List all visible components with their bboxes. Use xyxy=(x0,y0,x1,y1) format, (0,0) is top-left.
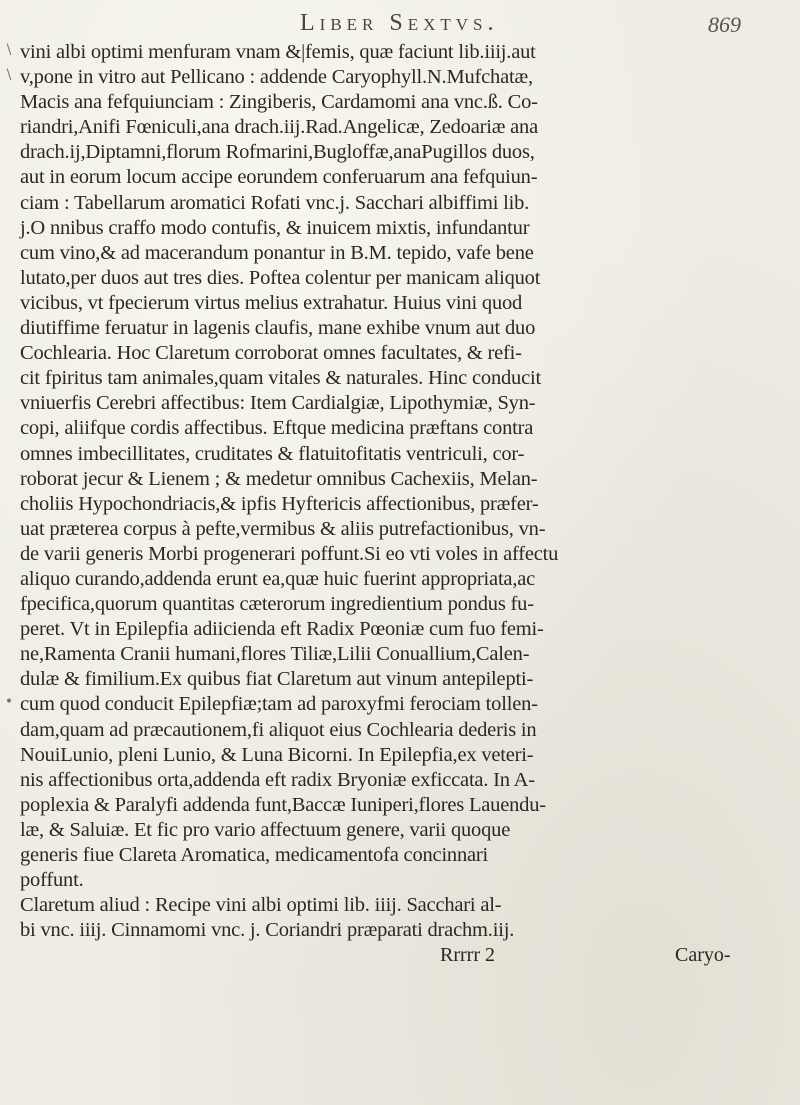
line-text: Macis ana fefquiunciam : Zingiberis, Cardamomi ana vnc.ß. Co- xyxy=(20,91,538,114)
line-text: omnes imbecillitates, cruditates & flatuitofitatis ventriculi, cor- xyxy=(20,442,525,465)
line-text: riandri,Anifi Fœniculi,ana drach.iij.Rad.Angelicæ, Zedoariæ ana xyxy=(20,116,538,139)
catchword: Caryo- xyxy=(675,944,731,967)
line-text: lutato,per duos aut tres dies. Poftea colentur per manicam aliquot xyxy=(20,266,541,289)
text-line xyxy=(0,542,800,567)
text-line xyxy=(0,567,800,592)
running-head: Liber Sextvs. xyxy=(300,10,499,36)
signature-mark: Rrrrr 2 xyxy=(440,944,495,967)
line-text: ne,Ramenta Cranii humani,flores Tiliæ,Lilii Conuallium,Calen- xyxy=(20,643,530,666)
line-text: generis fiue Clareta Aromatica, medicamentofa concinnari xyxy=(20,844,489,866)
text-line xyxy=(0,165,800,190)
line-text: vniuerfis Cerebri affectibus: Item Cardialgiæ, Lipothymiæ, Syn- xyxy=(20,392,536,415)
page-footer xyxy=(0,943,800,968)
text-line xyxy=(0,316,800,341)
line-text: diutiffime feruatur in lagenis claufis, mane exhibe vnum aut duo xyxy=(20,317,536,340)
line-text: cit fpiritus tam animales,quam vitales & naturales. Hinc conducit xyxy=(20,367,541,390)
line-text: peret. Vt in Epilepfia adiicienda eft Radix Pœoniæ cum fuo femi- xyxy=(20,618,544,641)
text-line xyxy=(0,868,800,893)
text-line xyxy=(0,191,800,216)
text-line xyxy=(0,241,800,266)
line-text: poffunt. xyxy=(20,869,84,892)
line-text: roborat jecur & Lienem ; & medetur omnibus Cachexiis, Melan- xyxy=(20,467,538,490)
text-line xyxy=(0,366,800,391)
text-line xyxy=(0,291,800,316)
text-line xyxy=(0,918,800,943)
text-line xyxy=(0,115,800,140)
page-header xyxy=(0,6,800,40)
line-text: cum quod conducit Epilepfiæ;tam ad paroxyfmi ferociam tollen- xyxy=(20,693,538,716)
line-text: uat præterea corpus à pefte,vermibus & aliis putrefactionibus, vn- xyxy=(20,517,546,540)
text-line xyxy=(0,843,800,868)
text-line xyxy=(0,592,800,617)
line-text: bi vnc. iiij. Cinnamomi vnc. j. Coriandri præparati drachm.iij. xyxy=(20,919,515,942)
line-text: Cochlearia. Hoc Claretum corroborat omnes facultates, & refi- xyxy=(20,342,522,365)
margin-mark: • xyxy=(4,694,14,711)
line-text: j.O nnibus craffo modo contufis, & inuicem mixtis, infundantur xyxy=(20,216,530,239)
line-text: de varii generis Morbi progenerari poffunt.Si eo vti voles in affectu xyxy=(20,542,559,565)
line-text: copi, aliifque cordis affectibus. Eftque medicina præftans contra xyxy=(20,417,534,440)
text-line xyxy=(0,266,800,291)
text-line xyxy=(0,718,800,743)
text-line xyxy=(0,90,800,115)
line-text: aut in eorum locum accipe eorundem conferuarum ana fefquiun- xyxy=(20,166,538,189)
text-line xyxy=(0,467,800,492)
line-text: aliquo curando,addenda erunt ea,quæ huic fuerint appropriata,ac xyxy=(20,567,536,590)
text-line xyxy=(0,692,800,717)
line-text: ciam : Tabellarum aromatici Rofati vnc.j. Sacchari albiffimi lib. xyxy=(20,191,530,214)
text-line xyxy=(0,391,800,416)
line-text: vicibus, vt fpecierum virtus melius extrahatur. Huius vini quod xyxy=(20,291,523,314)
line-text: NouiLunio, pleni Lunio, & Luna Bicorni. In Epilepfia,ex veteri- xyxy=(20,743,534,766)
text-line xyxy=(0,818,800,843)
text-line xyxy=(0,492,800,517)
text-line xyxy=(0,216,800,241)
line-text: v,pone in vitro aut Pellicano : addende Caryophyll.N.Mufchatæ, xyxy=(20,66,533,89)
line-text: læ, & Saluiæ. Et fic pro vario affectuum genere, varii quoque xyxy=(20,818,511,841)
body-text xyxy=(0,40,800,968)
line-text: drach.ij,Diptamni,florum Rofmarini,Bugloffæ,anaPugillos duos, xyxy=(20,141,535,164)
text-line xyxy=(0,768,800,793)
text-line xyxy=(0,140,800,165)
line-text: dam,quam ad præcautionem,fi aliquot eius Cochlearia dederis in xyxy=(20,718,537,741)
line-text: nis affectionibus orta,addenda eft radix Bryoniæ exficcata. In A- xyxy=(20,768,535,791)
line-text: Claretum aliud : Recipe vini albi optimi lib. iiij. Sacchari al- xyxy=(20,894,502,917)
line-text: poplexia & Paralyfi addenda funt,Baccæ Iuniperi,flores Lauendu- xyxy=(20,793,546,816)
text-line xyxy=(0,617,800,642)
line-text: fpecifica,quorum quantitas cæterorum ingredientium pondus fu- xyxy=(20,593,534,616)
margin-mark: \ xyxy=(6,42,12,58)
text-line xyxy=(0,442,800,467)
text-line xyxy=(0,40,800,65)
text-line xyxy=(0,65,800,90)
text-line xyxy=(0,893,800,918)
text-line xyxy=(0,743,800,768)
text-line xyxy=(0,517,800,542)
text-line xyxy=(0,341,800,366)
text-line xyxy=(0,793,800,818)
line-text: cum vino,& ad macerandum ponantur in B.M. tepido, vafe bene xyxy=(20,241,534,264)
text-line xyxy=(0,667,800,692)
line-text: choliis Hypochondriacis,& ipfis Hyftericis affectionibus, præfer- xyxy=(20,492,539,515)
line-text: vini albi optimi menfuram vnam &|femis, quæ faciunt lib.iiij.aut xyxy=(20,41,536,63)
text-line xyxy=(0,416,800,441)
line-text: dulæ & fimilium.Ex quibus fiat Claretum aut vinum antepilepti- xyxy=(20,668,534,691)
page-number: 869 xyxy=(708,12,741,37)
text-line xyxy=(0,642,800,667)
margin-mark: \ xyxy=(6,67,12,84)
